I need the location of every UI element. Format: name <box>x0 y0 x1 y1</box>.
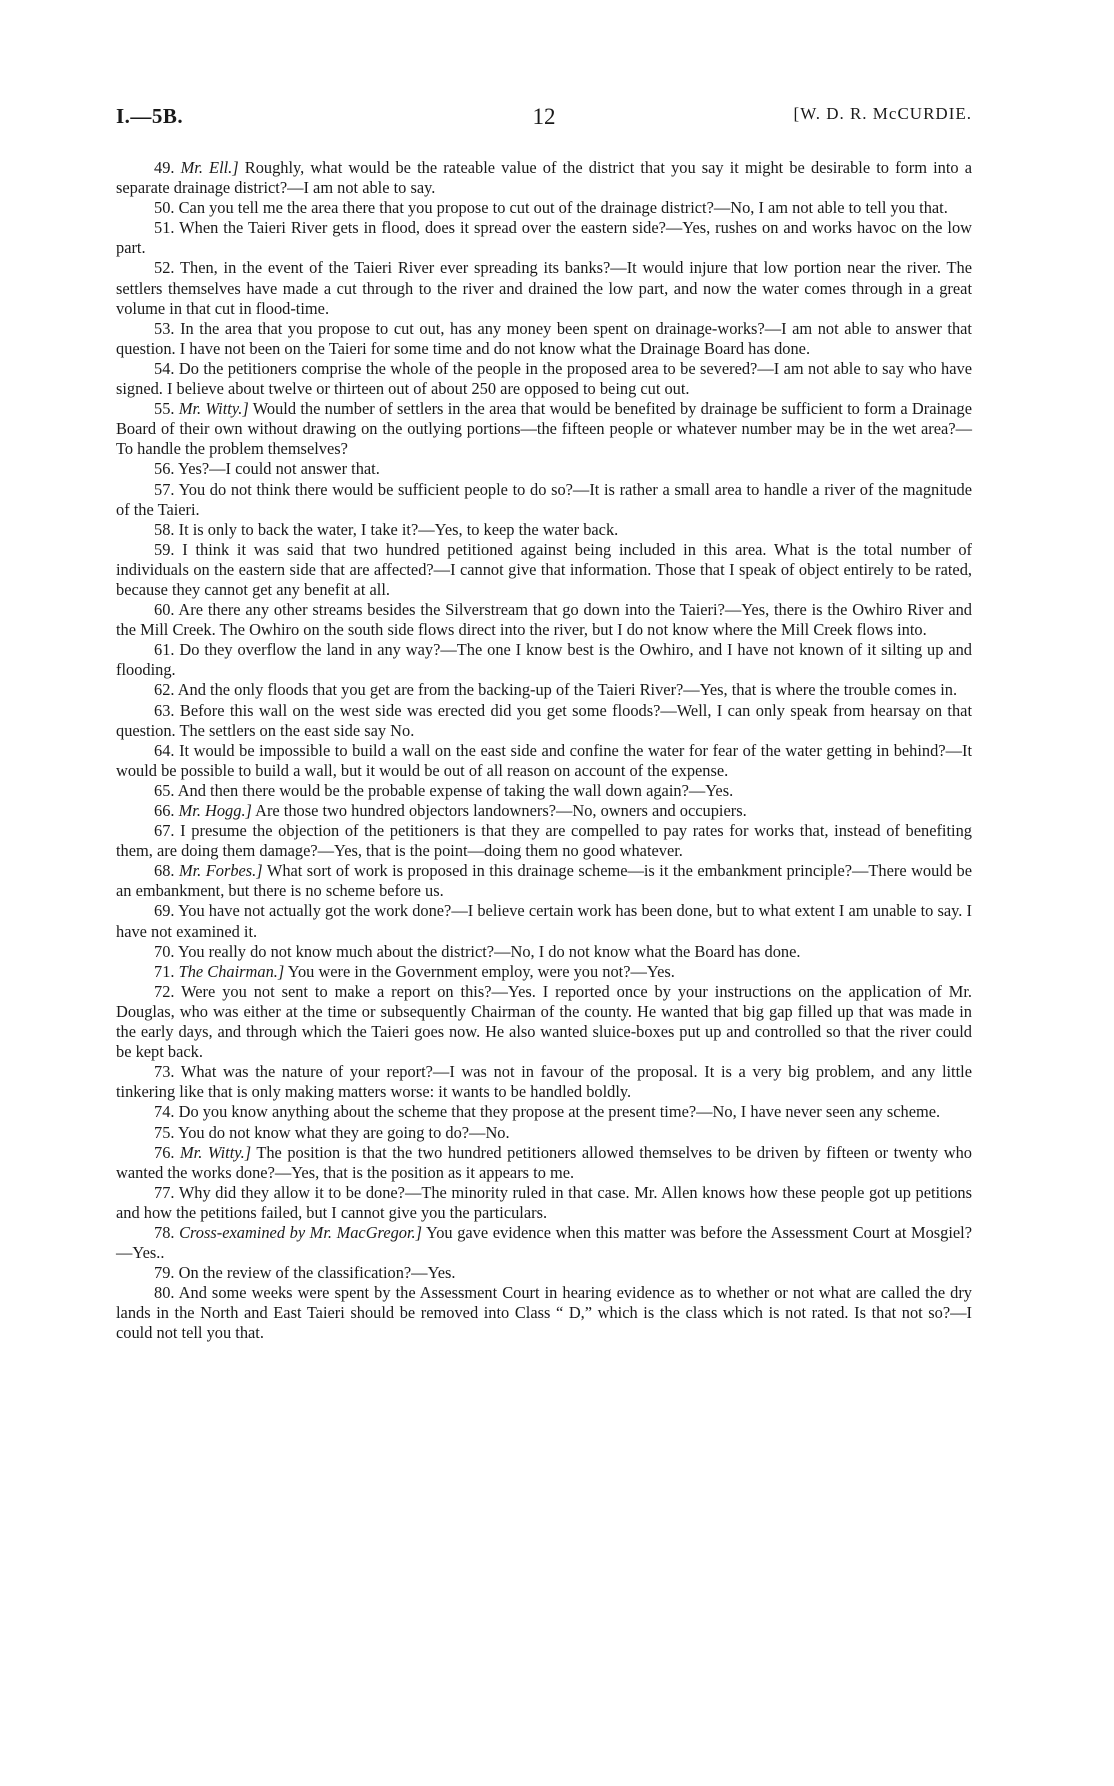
evidence-body <box>116 158 972 1344</box>
question-answer-paragraph <box>116 158 972 198</box>
paragraph-text: Do you know anything about the scheme that they propose at the present time?—No, I have never seen any scheme. <box>178 1102 941 1122</box>
paragraph-text: And some weeks were spent by the Assessment Court in hearing evidence as to whether or not what are called the dry lands in the North and East Taieri should be removed into Class “ D,” which is the class which is not rated. Is that not so?—I could not tell you that. <box>116 1283 972 1343</box>
paragraph-text: Would the number of settlers in the area that would be benefited by drainage be sufficient to form a Drainage Board of their own without drawing on the outlying portions—the fifteen people or whatever number may be in the wet area?—To handle the problem themselves? <box>116 399 972 459</box>
question-answer-paragraph <box>116 680 972 700</box>
question-number: 54. <box>154 358 175 378</box>
paragraph-text: Can you tell me the area there that you propose to cut out of the drainage district?—No, I am not able to tell you that. <box>178 198 948 218</box>
question-number: 62. <box>154 680 175 700</box>
question-number: 65. <box>154 780 175 800</box>
question-answer-paragraph <box>116 701 972 741</box>
question-number: 66. <box>154 801 175 820</box>
paragraph-text: Do they overflow the land in any way?—The one I know best is the Owhiro, and I have not known of it silting up and flooding. <box>116 640 972 680</box>
question-number: 68. <box>154 861 175 881</box>
question-answer-paragraph <box>116 1183 972 1223</box>
question-number: 49. <box>154 158 175 177</box>
paragraph-text: And the only floods that you get are from the backing-up of the Taieri River?—Yes, that is where the trouble comes in. <box>177 680 958 700</box>
question-answer-paragraph <box>116 459 972 479</box>
speaker-label: Mr. Ell.] <box>180 158 239 177</box>
paragraph-text: Then, in the event of the Taieri River ever spreading its banks?—It would injure that low portion near the river. The settlers themselves have made a cut through to the river and drained the low part, and now the water comes through in a great volume in that cut in flood-time. <box>116 258 972 318</box>
page-number: 12 <box>532 104 556 129</box>
question-number: 75. <box>154 1122 175 1142</box>
question-answer-paragraph <box>116 962 972 982</box>
question-answer-paragraph <box>116 901 972 941</box>
paragraph-text: In the area that you propose to cut out, has any money been spent on drainage-works?—I am not able to answer that question. I have not been on the Taieri for some time and do not know what the Drainage Board has done. <box>116 318 972 358</box>
paragraph-text: Why did they allow it to be done?—The minority ruled in that case. Mr. Allen knows how these people got up petitions and how the petitions failed, but I cannot give you the particulars. <box>116 1182 972 1222</box>
question-answer-paragraph <box>116 359 972 399</box>
speaker-label: Cross-examined by Mr. MacGregor.] <box>179 1222 423 1242</box>
question-number: 57. <box>154 479 175 499</box>
paragraph-text: You have not actually got the work done?—I believe certain work has been done, but to what extent I am unable to say. I have not examined it. <box>116 901 972 941</box>
question-number: 70. <box>154 941 175 961</box>
question-answer-paragraph <box>116 781 972 801</box>
paragraph-text: You gave evidence when this matter was before the Assessment Court at Mosgiel?—Yes.. <box>116 1222 972 1263</box>
question-answer-paragraph <box>116 319 972 359</box>
question-number: 55. <box>154 399 175 419</box>
question-number: 79. <box>154 1263 175 1283</box>
paragraph-text: The position is that the two hundred petitioners allowed themselves to be driven by fifteen or twenty who wanted the works done?—Yes, that is the position as it appears to me. <box>116 1142 972 1182</box>
paragraph-text: You were in the Government employ, were you not?—Yes. <box>284 961 675 981</box>
question-number: 51. <box>154 218 175 238</box>
question-answer-paragraph <box>116 1102 972 1122</box>
paragraph-text: What sort of work is proposed in this drainage scheme—is it the embankment principle?—There would be an embankment, but there is no scheme before us. <box>116 861 972 901</box>
question-answer-paragraph <box>116 520 972 540</box>
paragraph-text: Do the petitioners comprise the whole of the people in the proposed area to be severed?—I am not able to say who have signed. I believe about twelve or thirteen out of about 250 are opposed to being cut out. <box>116 358 972 399</box>
paragraph-text: What was the nature of your report?—I was not in favour of the proposal. It is a very big problem, and any little tinkering like that is only making matters worse: it wants to be handled boldly. <box>116 1062 972 1102</box>
question-number: 50. <box>154 198 175 218</box>
question-answer-paragraph <box>116 982 972 1062</box>
question-answer-paragraph <box>116 861 972 901</box>
question-answer-paragraph <box>116 741 972 781</box>
question-number: 67. <box>154 821 175 841</box>
paragraph-text: You do not know what they are going to do?—No. <box>178 1122 510 1142</box>
question-answer-paragraph <box>116 1283 972 1343</box>
question-answer-paragraph <box>116 640 972 680</box>
question-number: 60. <box>154 600 175 620</box>
question-number: 77. <box>154 1182 175 1202</box>
paragraph-text: It is only to back the water, I take it?—Yes, to keep the water back. <box>178 519 619 539</box>
speaker-label: Mr. Hogg.] <box>178 801 252 820</box>
page-header <box>116 104 972 134</box>
question-answer-paragraph <box>116 1223 972 1263</box>
question-answer-paragraph <box>116 1143 972 1183</box>
question-number: 59. <box>154 539 175 559</box>
speaker-label: Mr. Forbes.] <box>178 861 263 881</box>
question-number: 56. <box>154 459 175 479</box>
document-reference: I.—5B. <box>116 104 184 128</box>
paragraph-text: Yes?—I could not answer that. <box>178 459 380 479</box>
paragraph-text: I think it was said that two hundred petitioned against being included in this area. What is the total number of individuals on the eastern side that are affected?—I cannot give that information. Those that I speak of object entirely to be rated, because they cannot get any benefit at all. <box>116 539 972 599</box>
question-answer-paragraph <box>116 1263 972 1283</box>
question-answer-paragraph <box>116 218 972 258</box>
question-answer-paragraph <box>116 540 972 600</box>
paragraph-text: Before this wall on the west side was erected did you get some floods?—Well, I can only speak from hearsay on that question. The settlers on the east side say No. <box>116 700 972 740</box>
question-answer-paragraph <box>116 600 972 640</box>
paragraph-text: You do not think there would be sufficient people to do so?—It is rather a small area to handle a river of the magnitude of the Taieri. <box>116 479 972 519</box>
paragraph-text: Roughly, what would be the rateable value of the district that you say it might be desirable to form into a separate drainage district?—I am not able to say. <box>116 158 972 198</box>
question-answer-paragraph <box>116 198 972 218</box>
paragraph-text: It would be impossible to build a wall on the east side and confine the water for fear of the water getting in behind?—It would be possible to build a wall, but it would be out of all reason on account of the expense. <box>116 740 972 780</box>
witness-name: [W. D. R. McCURDIE. <box>793 104 972 123</box>
question-number: 58. <box>154 519 175 539</box>
question-number: 74. <box>154 1102 175 1122</box>
paragraph-text: I presume the objection of the petitioners is that they are compelled to pay rates for works that, instead of benefiting them, are doing them damage?—Yes, that is the point—doing them no good whatever. <box>116 821 972 861</box>
speaker-label: The Chairman.] <box>178 961 285 981</box>
question-number: 64. <box>154 740 175 760</box>
question-answer-paragraph <box>116 399 972 459</box>
question-answer-paragraph <box>116 821 972 861</box>
paragraph-text: When the Taieri River gets in flood, does it spread over the eastern side?—Yes, rushes on and works havoc on the low part. <box>116 218 972 258</box>
question-number: 61. <box>154 640 175 660</box>
paragraph-text: And then there would be the probable expense of taking the wall down again?—Yes. <box>177 780 734 800</box>
question-number: 71. <box>154 961 175 981</box>
question-number: 63. <box>154 700 175 720</box>
question-answer-paragraph <box>116 942 972 962</box>
question-number: 73. <box>154 1062 175 1082</box>
question-number: 69. <box>154 901 175 921</box>
question-number: 76. <box>154 1142 175 1162</box>
question-number: 72. <box>154 981 175 1001</box>
question-number: 52. <box>154 258 175 278</box>
question-answer-paragraph <box>116 801 972 821</box>
question-answer-paragraph <box>116 480 972 520</box>
question-answer-paragraph <box>116 1062 972 1102</box>
question-answer-paragraph <box>116 1123 972 1143</box>
question-answer-paragraph <box>116 258 972 318</box>
question-number: 78. <box>154 1222 175 1242</box>
speaker-label: Mr. Witty.] <box>180 1142 252 1162</box>
paragraph-text: Are those two hundred objectors landowners?—No, owners and occupiers. <box>251 801 747 820</box>
question-number: 80. <box>154 1283 175 1303</box>
paragraph-text: You really do not know much about the district?—No, I do not know what the Board has done. <box>178 941 801 961</box>
paragraph-text: Are there any other streams besides the Silverstream that go down into the Taieri?—Yes, there is the Owhiro River and the Mill Creek. The Owhiro on the south side flows direct into the river, but I do not know where the Mill Creek flows into. <box>116 600 972 640</box>
paragraph-text: Were you not sent to make a report on this?—Yes. I reported once by your instructions on the application of Mr. Douglas, who was either at the time or subsequently Chairman of the county. He wanted that big gap filled up that was made in the early days, and through which the Taieri goes now. He also wanted sluice-boxes put up and controlled so that the river could be kept back. <box>116 981 972 1062</box>
paragraph-text: On the review of the classification?—Yes. <box>178 1263 456 1283</box>
speaker-label: Mr. Witty.] <box>178 399 249 419</box>
question-number: 53. <box>154 318 175 338</box>
